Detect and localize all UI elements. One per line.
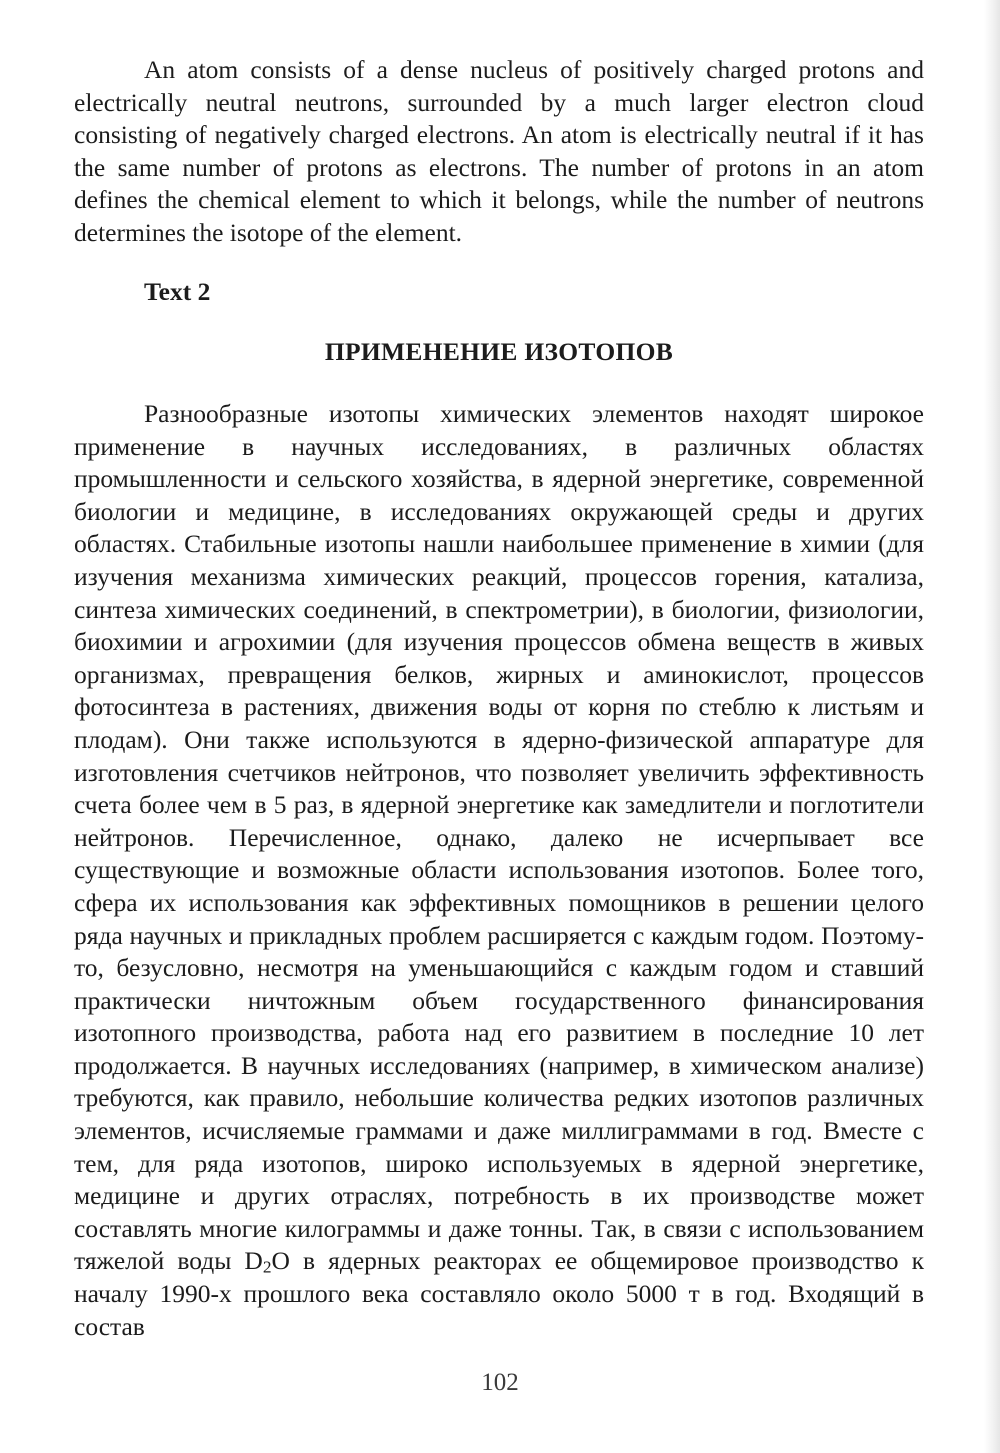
formula-base: D: [244, 1246, 263, 1276]
page-number: 102: [481, 1369, 519, 1396]
page-edge-shadow: [984, 0, 1000, 1453]
heavy-water-formula: [244, 1246, 290, 1275]
formula-subscript: 2: [262, 1257, 272, 1277]
body-text-part-1: Разнообразные изотопы химических элементов находят широкое применение в научных исследованиях, в различных областях промышленности и сельского хозяйства, в ядерной энергетике, современной биологии и медицине, в исследованиях окружающей среды и других областях. Стабильные изотопы нашли наибольшее применение в химии (для изучения механизма химических реакций, процессов горения, катализа, синтеза химических соединений, в спектрометрии), в биологии, физиологии, биохимии и агрохимии (для изучения процессов обмена веществ в живых организмах, превращения белков, жирных и аминокислот, процессов фотосинтеза в растениях, движения воды от корня по стеблю к листьям и плодам). Они также используются в ядерно-физической аппаратуре для изготовления счетчиков нейтронов, что позволяет увеличить эффективность счета более чем в 5 раз, в ядерной энергетике как замедлители и поглотители нейтронов. Перечисленное, однако, далеко не исчерпывает все существующие и возможные области использования изотопов. Более того, сфера их использования как эффективных помощников в решении целого ряда научных и прикладных проблем расширяется с каждым годом. Поэтому-то, безусловно, несмотря на уменьшающийся с каждым годом и ставший практически ничтожным объем государственного финансирования изотопного производства, работа над его развитием в последние 10 лет продолжается. В научных исследованиях (например, в химическом анализе) требуются, как правило, небольшие количества редких изотопов различных элементов, исчисляемые граммами и даже миллиграммами в год. Вместе с тем, для ряда изотопов, широко используемых в ядерной энергетике, медицине и других отраслях, потребность в их производстве может составлять многие килограммы и даже тонны. Так, в связи с использованием тяжелой воды: [74, 399, 924, 1276]
body-paragraph: [74, 398, 924, 1343]
section-label: Text 2: [144, 277, 211, 306]
section-heading: ПРИМЕНЕНИЕ ИЗОТОПОВ: [324, 337, 674, 366]
body-text-part-2: в ядерных реакторах ее общемировое производство к началу 1990-х прошлого века составляло около 5000 т в год. Входящий в состав: [74, 1246, 925, 1341]
formula-tail: O: [271, 1246, 290, 1276]
intro-paragraph: An atom consists of a dense nucleus of positively charged protons and electrically neutral neutrons, surrounded by a much larger electron cloud consisting of negatively charged electrons. An atom is electrically neutral if it has the same number of protons as electrons. The number of protons in an atom defines the chemical element to which it belongs, while the number of neutrons determines the isotope of the element.: [74, 55, 924, 247]
